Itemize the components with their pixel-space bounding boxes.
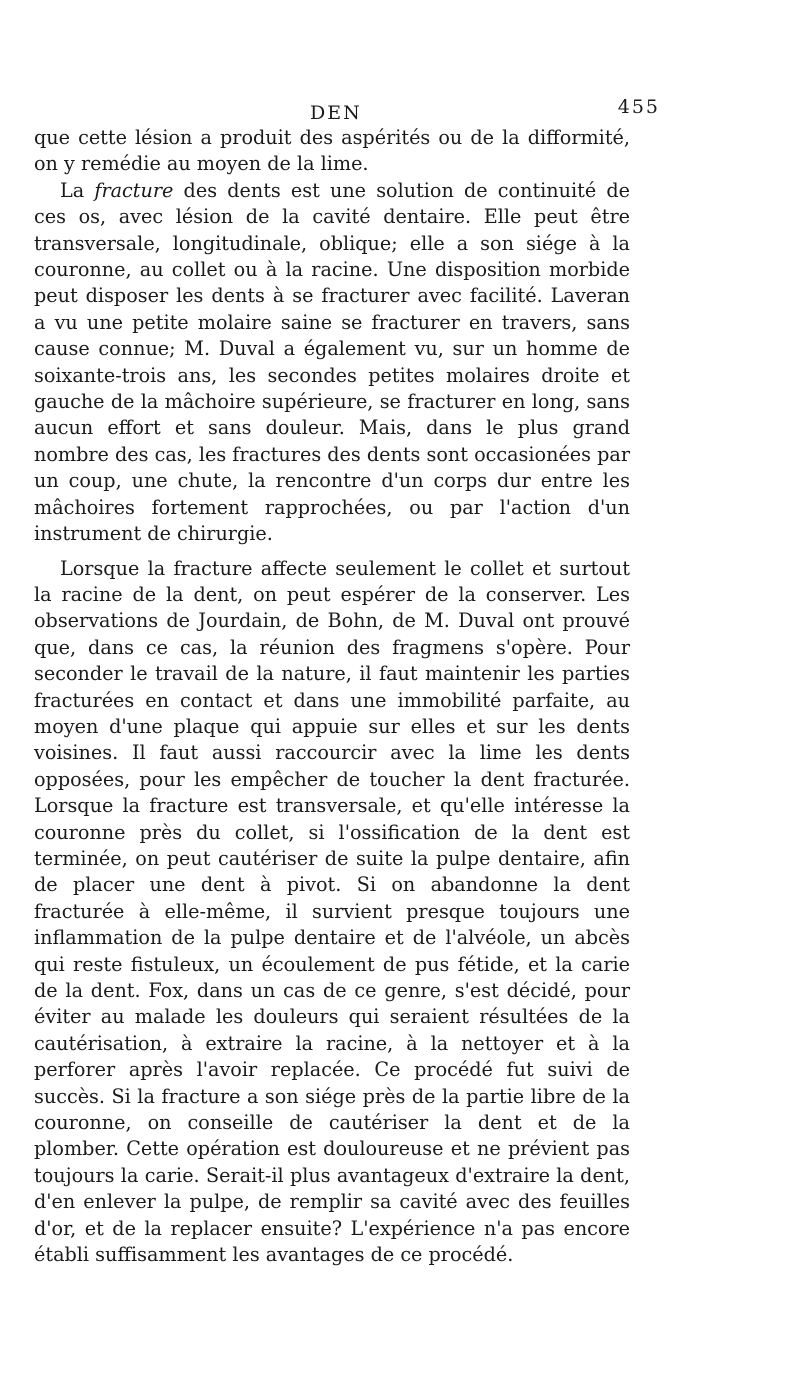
running-title: DEN — [310, 102, 362, 124]
paragraph-text: que cette lésion a produit des aspérités ou de la difformité, on y remédie au moyen de la lime. — [34, 126, 630, 176]
paragraph-text-lead: La — [60, 178, 95, 202]
running-head — [40, 96, 660, 126]
paragraph-continuation — [34, 125, 630, 178]
italic-term-fracture: fracture — [94, 178, 174, 202]
paragraph-fracture-treatment — [34, 556, 630, 1269]
paragraph-text: des dents est une solution de continuité de ces os, avec lésion de la cavité dentaire. Elle peut être transversale, longitudinale, oblique; elle a son siége à la couronne, au collet ou à la racine. Une disposition morbide peut disposer les dents à se fracturer avec facilité. Laveran a vu une petite molaire saine se fracturer en travers, sans cause connue; M. Duval a également vu, sur un homme de soixante-trois ans, les secondes petites molaires droite et gauche de la mâchoire supérieure, se fracturer en long, sans aucun effort et sans douleur. Mais, dans le plus grand nombre des cas, les fractures des dents sont occasionées par un coup, une chute, la rencontre d'un corps dur entre les mâchoires fortement rapprochées, ou par l'action d'un instrument de chirurgie. — [34, 178, 630, 546]
body-text — [34, 125, 630, 1268]
paragraph-fracture-definition — [34, 178, 630, 548]
paragraph-text: Lorsque la fracture affecte seulement le collet et surtout la racine de la dent, on peut espérer de la conserver. Les observations de Jourdain, de Bohn, de M. Duval ont prouvé que, dans ce cas, la réunion des fragmens s'opère. Pour seconder le travail de la nature, il faut maintenir les parties fracturées en contact et dans une immobilité parfaite, au moyen d'une plaque qui appuie sur elles et sur les dents voisines. Il faut aussi raccourcir avec la lime les dents opposées, pour les empêcher de toucher la dent fracturée. Lorsque la fracture est transversale, et qu'elle intéresse la couronne près du collet, si l'ossification de la dent est terminée, on peut cautériser de suite la pulpe dentaire, afin de placer une dent à pivot. Si on abandonne la dent fracturée à elle-même, il survient presque toujours une inflammation de la pulpe dentaire et de l'alvéole, un abcès qui reste fistuleux, un écoulement de pus fétide, et la carie de la dent. Fox, dans un cas de ce genre, s'est décidé, pour éviter au malade les douleurs qui seraient résultées de la cautérisation, à extraire la racine, à la nettoyer et à la perforer après l'avoir replacée. Ce procédé fut suivi de succès. Si la fracture a son siége près de la partie libre de la couronne, on conseille de cautériser la dent et de la plomber. Cette opération est douloureuse et ne prévient pas toujours la carie. Serait-il plus avantageux d'extraire la dent, d'en enlever la pulpe, de remplir sa cavité avec des feuilles d'or, et de la replacer ensuite? L'expérience n'a pas encore établi suffisamment les avantages de ce procédé. — [34, 556, 630, 1267]
page-number: 455 — [617, 96, 660, 118]
